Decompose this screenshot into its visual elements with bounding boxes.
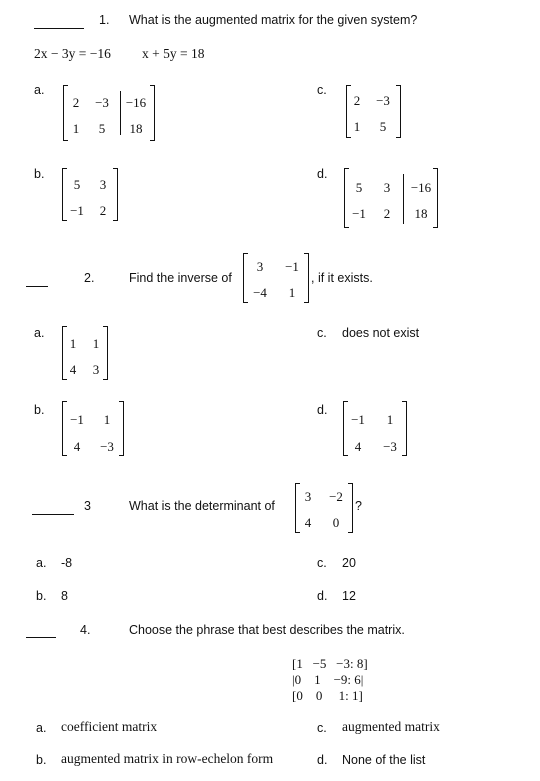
- matrix-cell: 1: [353, 119, 361, 134]
- q2-option-d-matrix[interactable]: [343, 401, 407, 456]
- q4-option-a-text[interactable]: coefficient matrix: [61, 719, 158, 734]
- matrix-cell: −4: [253, 285, 267, 300]
- matrix-cell: 3: [383, 180, 391, 195]
- q2-option-a-label: a.: [34, 326, 45, 340]
- matrix-cell: −1: [70, 412, 84, 427]
- q1-number: 1.: [99, 13, 110, 27]
- matrix-cell: 1: [69, 336, 77, 351]
- matrix-cell: −3: [95, 95, 109, 110]
- augment-separator: [120, 91, 121, 135]
- q3-answer-blank[interactable]: [32, 514, 74, 515]
- q4-option-b-label: b.: [36, 753, 47, 767]
- q4-option-d-label: d.: [317, 753, 328, 767]
- q4-question: Choose the phrase that best describes the matrix.: [129, 623, 405, 637]
- q1-option-d-matrix[interactable]: [344, 168, 438, 228]
- matrix-cell: 3: [304, 489, 312, 504]
- matrix-cell: 1: [72, 121, 80, 136]
- q4-option-b-text[interactable]: augmented matrix in row-echelon form: [61, 751, 274, 766]
- matrix-cell: 0: [332, 515, 340, 530]
- q3-question-suffix: ?: [355, 499, 362, 513]
- matrix-cell: −16: [410, 180, 432, 195]
- q4-option-d-text[interactable]: None of the list: [342, 753, 426, 767]
- q4-matrix: [292, 656, 368, 704]
- matrix-cell: 2: [353, 93, 361, 108]
- matrix-cell: 3: [92, 362, 100, 377]
- matrix-cell: −3: [383, 439, 397, 454]
- matrix-cell: −2: [329, 489, 343, 504]
- matrix-cell: 1: [92, 336, 100, 351]
- q2-option-b-label: b.: [34, 403, 45, 417]
- matrix-cell: 5: [98, 121, 106, 136]
- q2-option-c-label: c.: [317, 326, 327, 340]
- q3-number: 3: [84, 499, 91, 513]
- matrix-cell: 1: [103, 412, 111, 427]
- matrix-cell: 4: [69, 362, 77, 377]
- augment-separator: [403, 174, 404, 224]
- q4-option-a-label: a.: [36, 721, 47, 735]
- matrix-cell: −1: [70, 203, 84, 218]
- q3-option-a-text[interactable]: -8: [61, 556, 73, 570]
- q3-option-d-label: d.: [317, 589, 328, 603]
- q4-number: 4.: [80, 623, 91, 637]
- q2-option-b-matrix[interactable]: [62, 401, 124, 456]
- matrix-cell: 3: [99, 177, 107, 192]
- q3-option-b-text[interactable]: 8: [61, 589, 68, 603]
- q1-equation-2: x + 5y = 18: [142, 46, 205, 61]
- q1-option-c-label: c.: [317, 83, 327, 97]
- q3-option-c-label: c.: [317, 556, 327, 570]
- q2-question-suffix: , if it exists.: [311, 271, 373, 285]
- q1-option-b-label: b.: [34, 167, 45, 181]
- matrix-cell: 2: [72, 95, 80, 110]
- matrix-cell: 1: [288, 285, 296, 300]
- q3-option-c-text[interactable]: 20: [342, 556, 356, 570]
- matrix-cell: 18: [414, 206, 428, 221]
- matrix-row: [1 −5 −3: 8]: [292, 656, 368, 671]
- matrix-cell: −3: [100, 439, 114, 454]
- matrix-cell: 5: [73, 177, 81, 192]
- matrix-cell: 5: [355, 180, 363, 195]
- matrix-cell: −16: [125, 95, 147, 110]
- q2-number: 2.: [84, 271, 95, 285]
- q1-answer-blank[interactable]: [34, 28, 84, 29]
- matrix-cell: 1: [386, 412, 394, 427]
- q1-option-a-label: a.: [34, 83, 45, 97]
- q2-question-matrix: [243, 253, 309, 303]
- q4-option-c-label: c.: [317, 721, 327, 735]
- q2-question-text: Find the inverse of: [129, 271, 232, 285]
- matrix-cell: 4: [354, 439, 362, 454]
- q1-question: What is the augmented matrix for the given system?: [129, 13, 418, 27]
- q1-option-c-matrix[interactable]: [346, 85, 401, 138]
- matrix-cell: −1: [352, 206, 366, 221]
- matrix-cell: 2: [99, 203, 107, 218]
- q1-option-b-matrix[interactable]: [62, 168, 118, 221]
- q2-option-d-label: d.: [317, 403, 328, 417]
- matrix-cell: 4: [304, 515, 312, 530]
- matrix-row: [0 0 1: 1]: [292, 688, 363, 703]
- matrix-cell: 18: [129, 121, 143, 136]
- matrix-cell: 3: [256, 259, 264, 274]
- q3-question-text: What is the determinant of: [129, 499, 275, 513]
- q4-option-c-text[interactable]: augmented matrix: [342, 719, 440, 734]
- matrix-cell: −1: [351, 412, 365, 427]
- matrix-cell: −1: [285, 259, 299, 274]
- matrix-row: |0 1 −9: 6|: [292, 672, 364, 687]
- q4-answer-blank[interactable]: [26, 637, 56, 638]
- q1-option-d-label: d.: [317, 167, 328, 181]
- q2-option-a-matrix[interactable]: [62, 326, 108, 380]
- q3-question-matrix: [295, 483, 353, 533]
- q2-answer-blank[interactable]: [26, 286, 48, 287]
- matrix-cell: 2: [383, 206, 391, 221]
- q3-option-a-label: a.: [36, 556, 47, 570]
- matrix-cell: 5: [379, 119, 387, 134]
- q1-equation-1: 2x − 3y = −16: [34, 46, 111, 61]
- q3-option-b-label: b.: [36, 589, 47, 603]
- matrix-cell: 4: [73, 439, 81, 454]
- q1-option-a-matrix[interactable]: [63, 85, 155, 141]
- q3-option-d-text[interactable]: 12: [342, 589, 356, 603]
- matrix-cell: −3: [376, 93, 390, 108]
- q2-option-c-text[interactable]: does not exist: [342, 326, 420, 340]
